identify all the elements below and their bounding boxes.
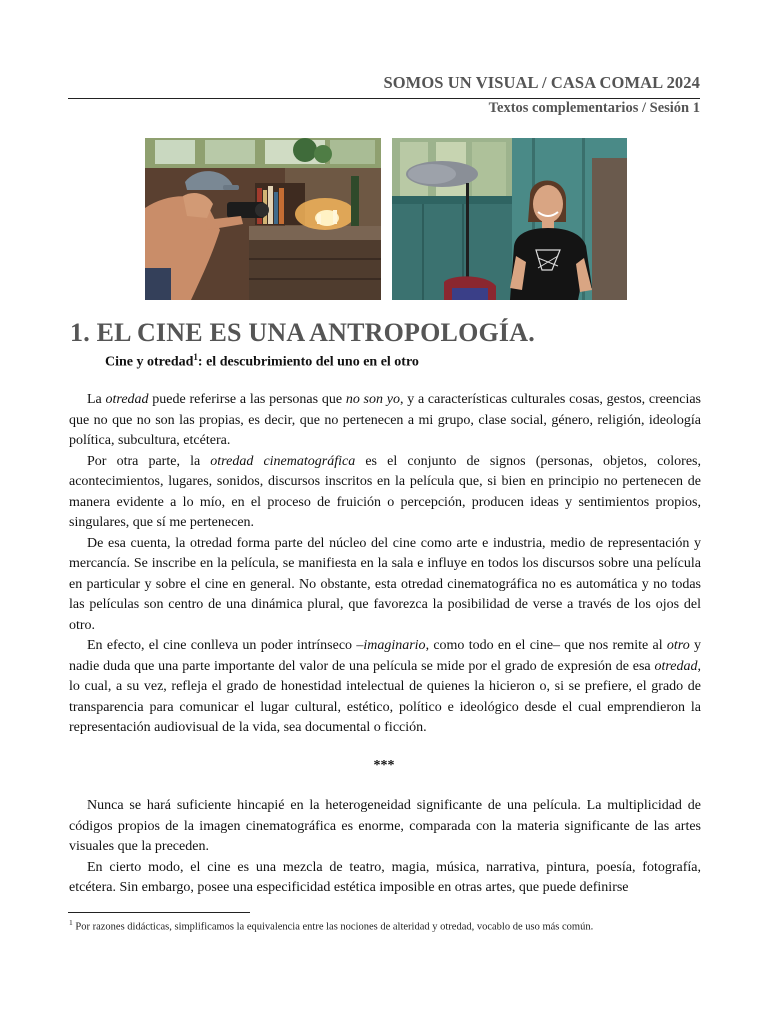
footnote-number: 1	[69, 918, 73, 927]
section-subtitle	[105, 352, 419, 371]
paragraph: En cierto modo, el cine es una mezcla de teatro, magia, música, narrativa, pintura, poesía, fotografía, etcétera. Sin embargo, posee una especificidad estética imposible en otras artes, que puede definirse	[69, 859, 701, 895]
paragraph: Nunca se hará suficiente hincapié en la heterogeneidad significante de una película. La multiplicidad de códigos propios de la imagen cinematográfica es enorme, comparada con la materia significante de las artes visuales que la preceden.	[69, 798, 701, 854]
paragraph: De esa cuenta, la otredad forma parte del núcleo del cine como arte e industria, medio de representación y mercancía. Se inscribe en la película, se manifiesta en la sala e influye en todos los discursos sobre una película en particular y sobre el cine en general. No obstante, esta otredad cinematográfica no es automática y no todas las películas son centro de una dinámica plural, que favorezca la posibilidad de verse a través de los ojos del otro.	[69, 535, 701, 633]
footnote-rule	[68, 912, 250, 913]
header-rule	[68, 98, 700, 99]
photo-cameraman	[145, 138, 381, 300]
photo-woman-boom-mic	[392, 138, 627, 300]
header-title: SOMOS UN VISUAL / CASA COMAL 2024	[383, 73, 700, 92]
paragraph: En efecto, el cine conlleva un poder intrínseco –imaginario, como todo en el cine– que nos remite al otro y nadie duda que una parte importante del valor de una película se mide por el grado de expresión de esa otredad, lo cual, a su vez, refleja el grado de honestidad intelectual de quienes la hicieron o, si se prefiere, el grado de transparencia para comunicar el lugar cultural, estético, político e ideológico desde el cual emprendieron la representación audiovisual de la vida, sea documental o ficción.	[69, 638, 702, 735]
section-heading: 1. EL CINE ES UNA ANTROPOLOGÍA.	[70, 318, 535, 347]
footnote-ref[interactable]: 1	[193, 352, 198, 362]
paragraph: La otredad puede referirse a las personas que no son yo, y a características culturales cosas, gestos, creencias que no que no son las propias, es decir, que no pertenecen a mi grupo, clase social, género, religión, ideología política, subcultura, etcétera.	[69, 392, 701, 448]
section-separator: ***	[373, 758, 395, 773]
body-text-block-2	[69, 796, 701, 899]
paragraph: Por otra parte, la otredad cinematográfica es el conjunto de signos (personas, objetos, colores, acontecimientos, lugares, sonidos, discursos inscritos en la película que, si bien en principio no pertenecen de manera evidente a lo mío, en el proceso de fruición o percepción, producen ideas y sentimientos propios, singulares, que sí me pertenecen.	[69, 453, 701, 530]
header-subtitle: Textos complementarios / Sesión 1	[488, 100, 700, 116]
subtitle-suffix: : el descubrimiento del uno en el otro	[197, 354, 419, 370]
subtitle-prefix: Cine y otredad	[105, 354, 194, 370]
footnote-text: Por razones didácticas, simplificamos la equivalencia entre las nociones de alteridad y otredad, vocablo de uso más común.	[72, 921, 594, 933]
footnote	[69, 918, 593, 933]
body-text-block-1	[69, 390, 701, 739]
